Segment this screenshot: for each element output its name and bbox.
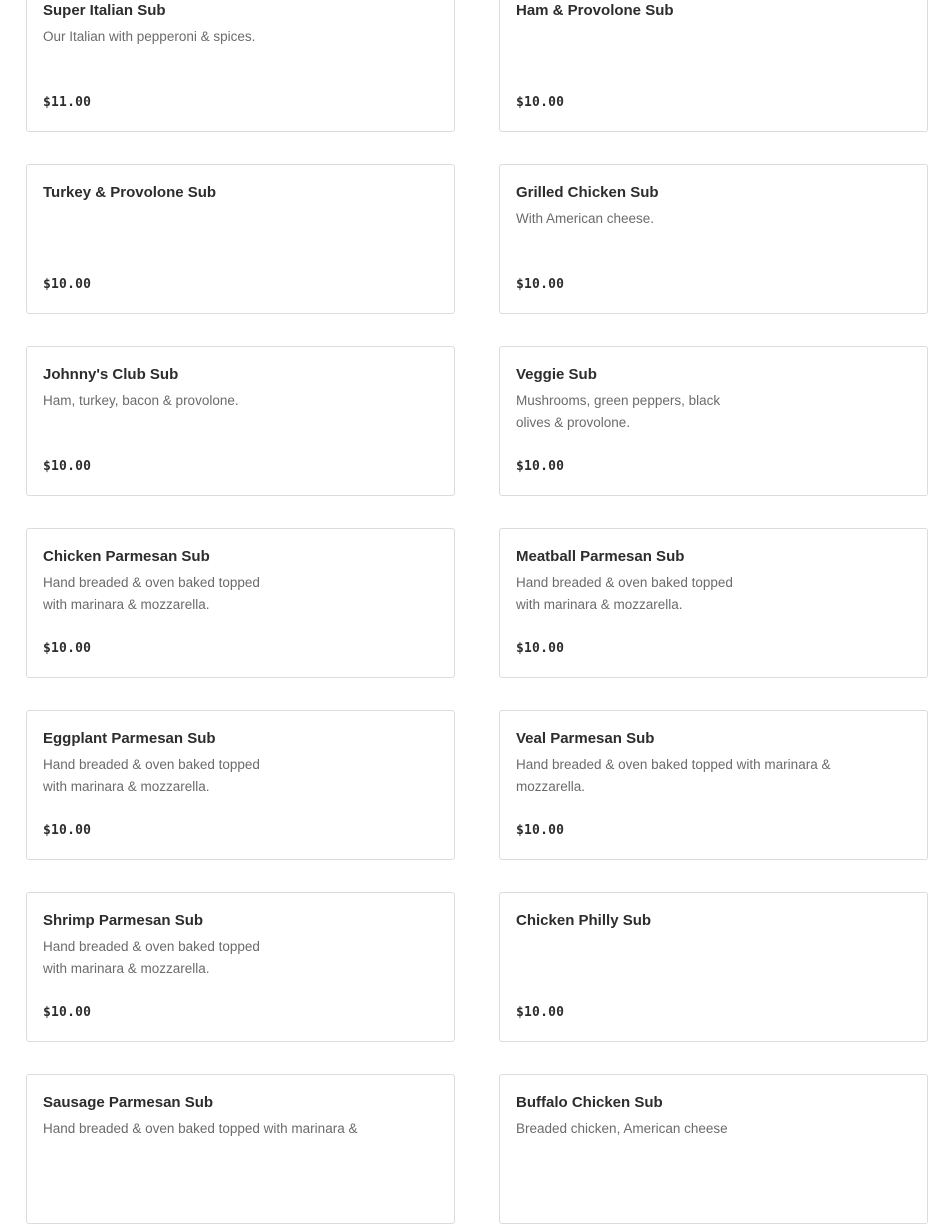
- menu-item-name: Veal Parmesan Sub: [516, 730, 655, 747]
- menu-item-price: $10.00: [43, 641, 92, 656]
- menu-item-card[interactable]: [26, 164, 455, 314]
- menu-item-description: Ham, turkey, bacon & provolone.: [43, 393, 239, 408]
- menu-item-card[interactable]: [26, 892, 455, 1042]
- menu-item-description: Hand breaded & oven baked topped with marinara & mozzarella.: [43, 757, 260, 794]
- menu-item-description: Hand breaded & oven baked topped with marinara & mozzarella.: [516, 757, 831, 794]
- menu-item-card[interactable]: [26, 0, 455, 132]
- menu-item-name: Turkey & Provolone Sub: [43, 184, 217, 201]
- menu-item-name: Sausage Parmesan Sub: [43, 1094, 214, 1111]
- menu-item-price: $11.00: [43, 95, 92, 110]
- menu-item-price: $10.00: [516, 641, 565, 656]
- menu-item-name: Chicken Parmesan Sub: [43, 548, 210, 565]
- menu-item-card[interactable]: [499, 528, 928, 678]
- menu-item-name: Buffalo Chicken Sub: [516, 1094, 663, 1111]
- menu-item-card[interactable]: [499, 710, 928, 860]
- menu-item-price: $10.00: [43, 459, 92, 474]
- menu-item-description: Breaded chicken, American cheese: [516, 1121, 728, 1136]
- menu-item-name: Super Italian Sub: [43, 2, 166, 19]
- menu-item-name: Meatball Parmesan Sub: [516, 548, 685, 565]
- menu-item-card[interactable]: [499, 0, 928, 132]
- menu-item-name: Chicken Philly Sub: [516, 912, 652, 929]
- menu-item-description: Hand breaded & oven baked topped with marinara & mozzarella.: [516, 575, 733, 612]
- menu-item-description: Hand breaded & oven baked topped with marinara & mozzarella.: [43, 575, 260, 612]
- menu-item-description: With American cheese.: [516, 211, 655, 226]
- menu-item-name: Veggie Sub: [516, 366, 597, 383]
- menu-item-grid: [26, 0, 928, 1224]
- menu-item-price: $10.00: [516, 823, 565, 838]
- menu-item-price: $10.00: [516, 277, 565, 292]
- menu-item-card[interactable]: [499, 892, 928, 1042]
- menu-item-card[interactable]: [499, 346, 928, 496]
- menu-item-name: Johnny's Club Sub: [43, 366, 179, 383]
- menu-item-price: $10.00: [43, 277, 92, 292]
- menu-item-card[interactable]: [499, 1074, 928, 1224]
- menu-item-price: $10.00: [516, 459, 565, 474]
- menu-item-name: Ham & Provolone Sub: [516, 2, 674, 19]
- menu-item-card[interactable]: [26, 1074, 455, 1224]
- menu-item-name: Shrimp Parmesan Sub: [43, 912, 204, 929]
- menu-item-name: Eggplant Parmesan Sub: [43, 730, 216, 747]
- menu-item-name: Grilled Chicken Sub: [516, 184, 659, 201]
- menu-item-card[interactable]: [26, 346, 455, 496]
- menu-item-price: $10.00: [516, 95, 565, 110]
- menu-item-card[interactable]: [499, 164, 928, 314]
- menu-item-description: Hand breaded & oven baked topped with marinara &: [43, 1121, 358, 1136]
- menu-item-description: Mushrooms, green peppers, black olives & provolone.: [516, 393, 721, 430]
- menu-item-description: Hand breaded & oven baked topped with marinara & mozzarella.: [43, 939, 260, 976]
- menu-item-description: Our Italian with pepperoni & spices.: [43, 29, 256, 44]
- menu-item-price: $10.00: [516, 1005, 565, 1020]
- menu-item-price: $10.00: [43, 1005, 92, 1020]
- menu-item-price: $10.00: [43, 823, 92, 838]
- menu-item-card[interactable]: [26, 528, 455, 678]
- menu-item-card[interactable]: [26, 710, 455, 860]
